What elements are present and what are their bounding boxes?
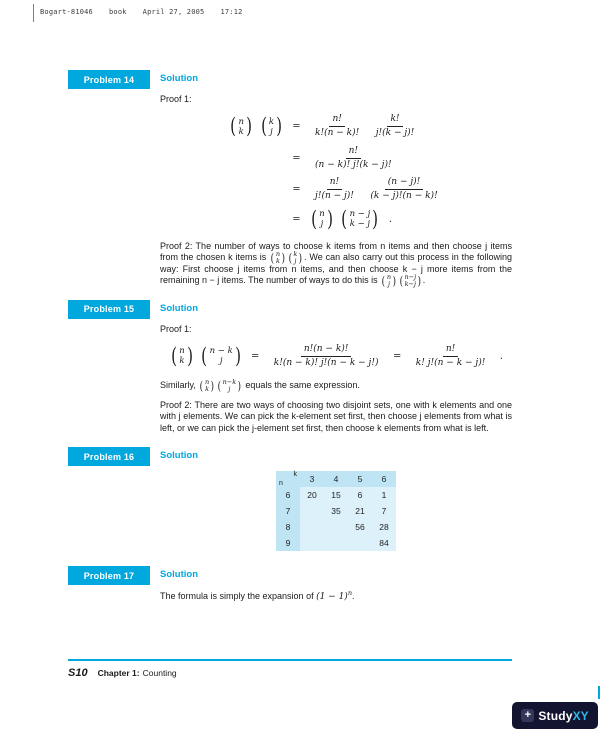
equation-rhs xyxy=(245,341,503,373)
equation-line xyxy=(169,341,503,373)
similar-text: Similarly, xyxy=(160,380,199,390)
p15-proof2-paragraph: Proof 2: There are two ways of choosing two disjoint sets, one with k elements and one with j elements. We can pick the k-element set first, then choose j elements from what is left, or we can pick the j-element set first, then choose k elements from what is left. xyxy=(160,399,512,433)
binomial-bottom: j xyxy=(294,256,297,265)
equals-sign: = xyxy=(292,213,301,225)
binomial-stack xyxy=(318,209,325,229)
inline-binomial xyxy=(199,380,215,391)
binomial-top: n−k xyxy=(222,378,237,387)
page-number: S10 xyxy=(68,667,88,679)
equals-sign: = xyxy=(250,350,260,362)
equation-line xyxy=(228,111,443,143)
binomial-bottom: k − j xyxy=(349,219,371,229)
binomial-bottom: j xyxy=(270,126,273,137)
binomial-top: k xyxy=(268,116,274,127)
equation-rhs xyxy=(286,143,444,175)
row-header: 8 xyxy=(276,519,300,535)
proof2-text: Proof 2: The number of ways to choose k items from n items and then choose j items from the chosen k items is xyxy=(160,240,512,262)
fraction xyxy=(312,177,357,203)
right-paren: ) xyxy=(326,206,333,231)
footer-rule xyxy=(68,659,512,661)
period: . xyxy=(499,350,503,362)
table-cell: 20 xyxy=(300,487,324,503)
equation-lhs xyxy=(228,143,286,175)
period: . xyxy=(388,213,393,225)
table-cell xyxy=(300,519,324,535)
binomial-bottom: j xyxy=(387,279,390,288)
numerator: n! xyxy=(346,146,361,159)
problem-14-section xyxy=(68,70,512,287)
problem-16-label: Problem 16 xyxy=(68,447,150,466)
table-cell: 28 xyxy=(372,519,396,535)
p15-similarly-paragraph xyxy=(160,380,512,392)
inline-binomial xyxy=(217,380,242,391)
running-head-kind: book xyxy=(108,8,127,16)
right-paren: ) xyxy=(392,273,397,288)
problem-15-section xyxy=(68,300,512,435)
equals-sign: = xyxy=(292,121,301,133)
right-paren: ) xyxy=(299,250,303,265)
table-corner-cell xyxy=(276,471,300,487)
binomial-stack xyxy=(237,117,244,137)
binomial-n-k xyxy=(170,343,194,368)
col-header: 4 xyxy=(324,471,348,487)
problem-14-label: Problem 14 xyxy=(68,70,150,89)
binomial-stack xyxy=(386,274,392,287)
table-cell xyxy=(300,503,324,519)
binomial-n-j xyxy=(310,206,334,231)
running-head-time: 17:12 xyxy=(220,8,243,16)
denominator: k!(n − k)! j!(n − k − j!) xyxy=(273,357,379,368)
exponent: n xyxy=(347,589,353,597)
table-cell: 35 xyxy=(324,503,348,519)
inline-binomial xyxy=(381,275,397,286)
binomial-top: k xyxy=(293,250,298,259)
equation-lhs xyxy=(169,341,245,373)
equation-rhs xyxy=(286,206,444,233)
problem-15-content xyxy=(160,300,512,435)
problem-17-label: Problem 17 xyxy=(68,566,150,585)
table-cell: 7 xyxy=(372,503,396,519)
col-header: 3 xyxy=(300,471,324,487)
left-paren: ( xyxy=(311,206,318,231)
equals-sign: = xyxy=(292,152,301,164)
binomial-stack xyxy=(204,379,210,392)
denominator: k! j!(n − k − j)! xyxy=(415,357,486,368)
p17-answer xyxy=(160,588,512,604)
denominator: (k − j)!(n − k)! xyxy=(370,191,438,202)
table-cell: 1 xyxy=(372,487,396,503)
table-cell xyxy=(324,535,348,551)
left-paren: ( xyxy=(200,378,204,393)
proof2-text: . We can also carry out this process in the following way: First choose j items from n items, and then choose k − j more items from the remaining n − j items. The number of ways to do this is xyxy=(160,252,512,285)
numerator: n! xyxy=(329,114,344,127)
p14-proof1-equation xyxy=(228,111,443,233)
left-paren: ( xyxy=(288,250,292,265)
problem-16-content xyxy=(160,447,512,553)
numerator: k! xyxy=(387,114,402,127)
table-cell xyxy=(348,535,372,551)
chapter-label: Chapter 1: xyxy=(97,668,140,678)
plus-icon: + xyxy=(521,709,534,722)
left-paren: ( xyxy=(230,114,237,139)
binomial-n-k xyxy=(229,116,253,137)
left-paren: ( xyxy=(171,343,178,368)
table-cell: 84 xyxy=(372,535,396,551)
table-cell: 15 xyxy=(324,487,348,503)
equation-line xyxy=(228,174,443,206)
running-head-book-id: Bogart-81046 xyxy=(40,8,93,16)
table-cell xyxy=(300,535,324,551)
answer-text: The formula is simply the expansion of xyxy=(160,591,317,601)
problem-14-content xyxy=(160,70,512,287)
numerator: (n − j)! xyxy=(385,177,424,190)
fraction xyxy=(271,344,382,370)
binomial-stack xyxy=(275,251,281,264)
binomial-top: n xyxy=(275,250,281,259)
left-paren: ( xyxy=(341,206,348,231)
problem-15-label: Problem 15 xyxy=(68,300,150,319)
row-header: 7 xyxy=(276,503,300,519)
col-header: 6 xyxy=(372,471,396,487)
binomial-bottom: k−j xyxy=(404,279,416,288)
binomial-bottom: k xyxy=(205,384,210,393)
binomial-bottom: k xyxy=(179,356,185,367)
binomial-stack xyxy=(292,251,298,264)
binomial-nj-kj xyxy=(340,206,379,231)
right-paren: ) xyxy=(417,273,422,288)
row-header: 6 xyxy=(276,487,300,503)
solution-heading: Solution xyxy=(160,302,198,314)
table-row xyxy=(276,535,396,551)
right-paren: ) xyxy=(186,343,193,368)
equation-lhs xyxy=(228,174,286,206)
page-content xyxy=(68,70,512,617)
problem-17-content xyxy=(160,566,512,604)
numerator: n!(n − k)! xyxy=(301,344,352,357)
denominator: k!(n − k)! xyxy=(315,128,360,139)
binomial-k-j xyxy=(260,116,284,137)
similar-text: equals the same expression. xyxy=(242,380,360,390)
equation-rhs xyxy=(286,111,444,143)
proof-1-label: Proof 1: xyxy=(160,94,192,104)
corner-n-label: n xyxy=(279,480,283,487)
binomial-top: n xyxy=(179,346,185,357)
fraction xyxy=(413,344,489,370)
numerator: n! xyxy=(443,344,458,357)
solution-heading: Solution xyxy=(160,73,198,84)
equation-line xyxy=(228,206,443,233)
left-paren: ( xyxy=(217,378,221,393)
row-header: 9 xyxy=(276,535,300,551)
solution-heading: Solution xyxy=(160,569,198,580)
binomial-bottom: j xyxy=(320,219,324,229)
equation-lhs xyxy=(228,206,286,233)
denominator: (n − k)! j!(k − j)! xyxy=(315,159,392,170)
fraction xyxy=(373,114,418,140)
binomial-stack xyxy=(178,346,185,366)
binomial-stack xyxy=(349,209,372,229)
left-paren: ( xyxy=(399,273,403,288)
equation-lhs xyxy=(228,111,286,143)
inline-binomial xyxy=(288,252,303,263)
binomial-top: n xyxy=(319,209,325,219)
binomial-bottom: j xyxy=(219,356,223,367)
studyxy-logo xyxy=(512,702,598,729)
left-paren: ( xyxy=(381,273,386,288)
table-cell: 56 xyxy=(348,519,372,535)
crop-mark-right xyxy=(598,686,600,699)
table-row xyxy=(276,503,396,519)
problem-17-section xyxy=(68,566,512,604)
solution-heading: Solution xyxy=(160,450,198,461)
math-expression: (1 − 1) xyxy=(316,592,348,602)
inline-binomial xyxy=(270,252,286,263)
inline-binomial xyxy=(399,275,422,286)
binomial-bottom: j xyxy=(228,384,231,393)
right-paren: ) xyxy=(210,378,215,393)
equals-sign: = xyxy=(392,350,402,362)
binomial-top: n − k xyxy=(209,346,233,357)
binomial-top: n xyxy=(205,378,210,387)
proof-1-label: Proof 1: xyxy=(160,323,192,334)
binomial-top: n−j xyxy=(404,273,417,282)
binomial-bottom: k xyxy=(275,256,280,265)
fraction xyxy=(312,114,362,140)
binomial-stack xyxy=(403,274,417,287)
equals-sign: = xyxy=(292,184,301,196)
left-paren: ( xyxy=(201,343,208,368)
answer-text: . xyxy=(352,591,355,601)
binomial-table xyxy=(276,471,396,551)
binomial-stack xyxy=(268,117,275,137)
binomial-top: n xyxy=(386,273,392,282)
p14-proof2-paragraph xyxy=(160,241,512,287)
binomial-nk-j xyxy=(200,343,242,368)
table-cell: 21 xyxy=(348,503,372,519)
crop-mark-left xyxy=(33,4,34,22)
table-row xyxy=(276,487,396,503)
fraction xyxy=(312,146,395,172)
binomial-bottom: k xyxy=(238,126,244,137)
right-paren: ) xyxy=(237,378,242,393)
p15-proof1-equation xyxy=(169,341,503,373)
right-paren: ) xyxy=(246,114,253,139)
right-paren: ) xyxy=(234,343,241,368)
table-cell xyxy=(324,519,348,535)
fraction xyxy=(367,177,440,203)
left-paren: ( xyxy=(270,250,275,265)
proof2-text: . xyxy=(422,275,426,285)
left-paren: ( xyxy=(260,114,267,139)
problem-16-section xyxy=(68,447,512,553)
equation-line xyxy=(228,143,443,175)
right-paren: ) xyxy=(372,206,379,231)
right-paren: ) xyxy=(276,114,283,139)
denominator: j!(n − j)! xyxy=(315,191,354,202)
denominator: j!(k − j)! xyxy=(375,128,415,139)
col-header: 5 xyxy=(348,471,372,487)
binomial-top: n − j xyxy=(349,209,371,219)
table-cell: 6 xyxy=(348,487,372,503)
numerator: n! xyxy=(327,177,342,190)
table-header-row xyxy=(276,471,396,487)
binomial-top: n xyxy=(238,116,244,127)
brand-study: StudyXY xyxy=(538,708,589,723)
equation-rhs xyxy=(286,174,444,206)
running-head-date: April 27, 2005 xyxy=(142,8,205,16)
table-row xyxy=(276,519,396,535)
corner-k-label: k xyxy=(293,471,297,478)
running-head xyxy=(40,8,259,16)
chapter-title: Counting xyxy=(142,668,177,678)
right-paren: ) xyxy=(281,250,286,265)
binomial-stack xyxy=(222,379,238,392)
footer xyxy=(68,667,177,679)
binomial-stack xyxy=(209,346,234,366)
